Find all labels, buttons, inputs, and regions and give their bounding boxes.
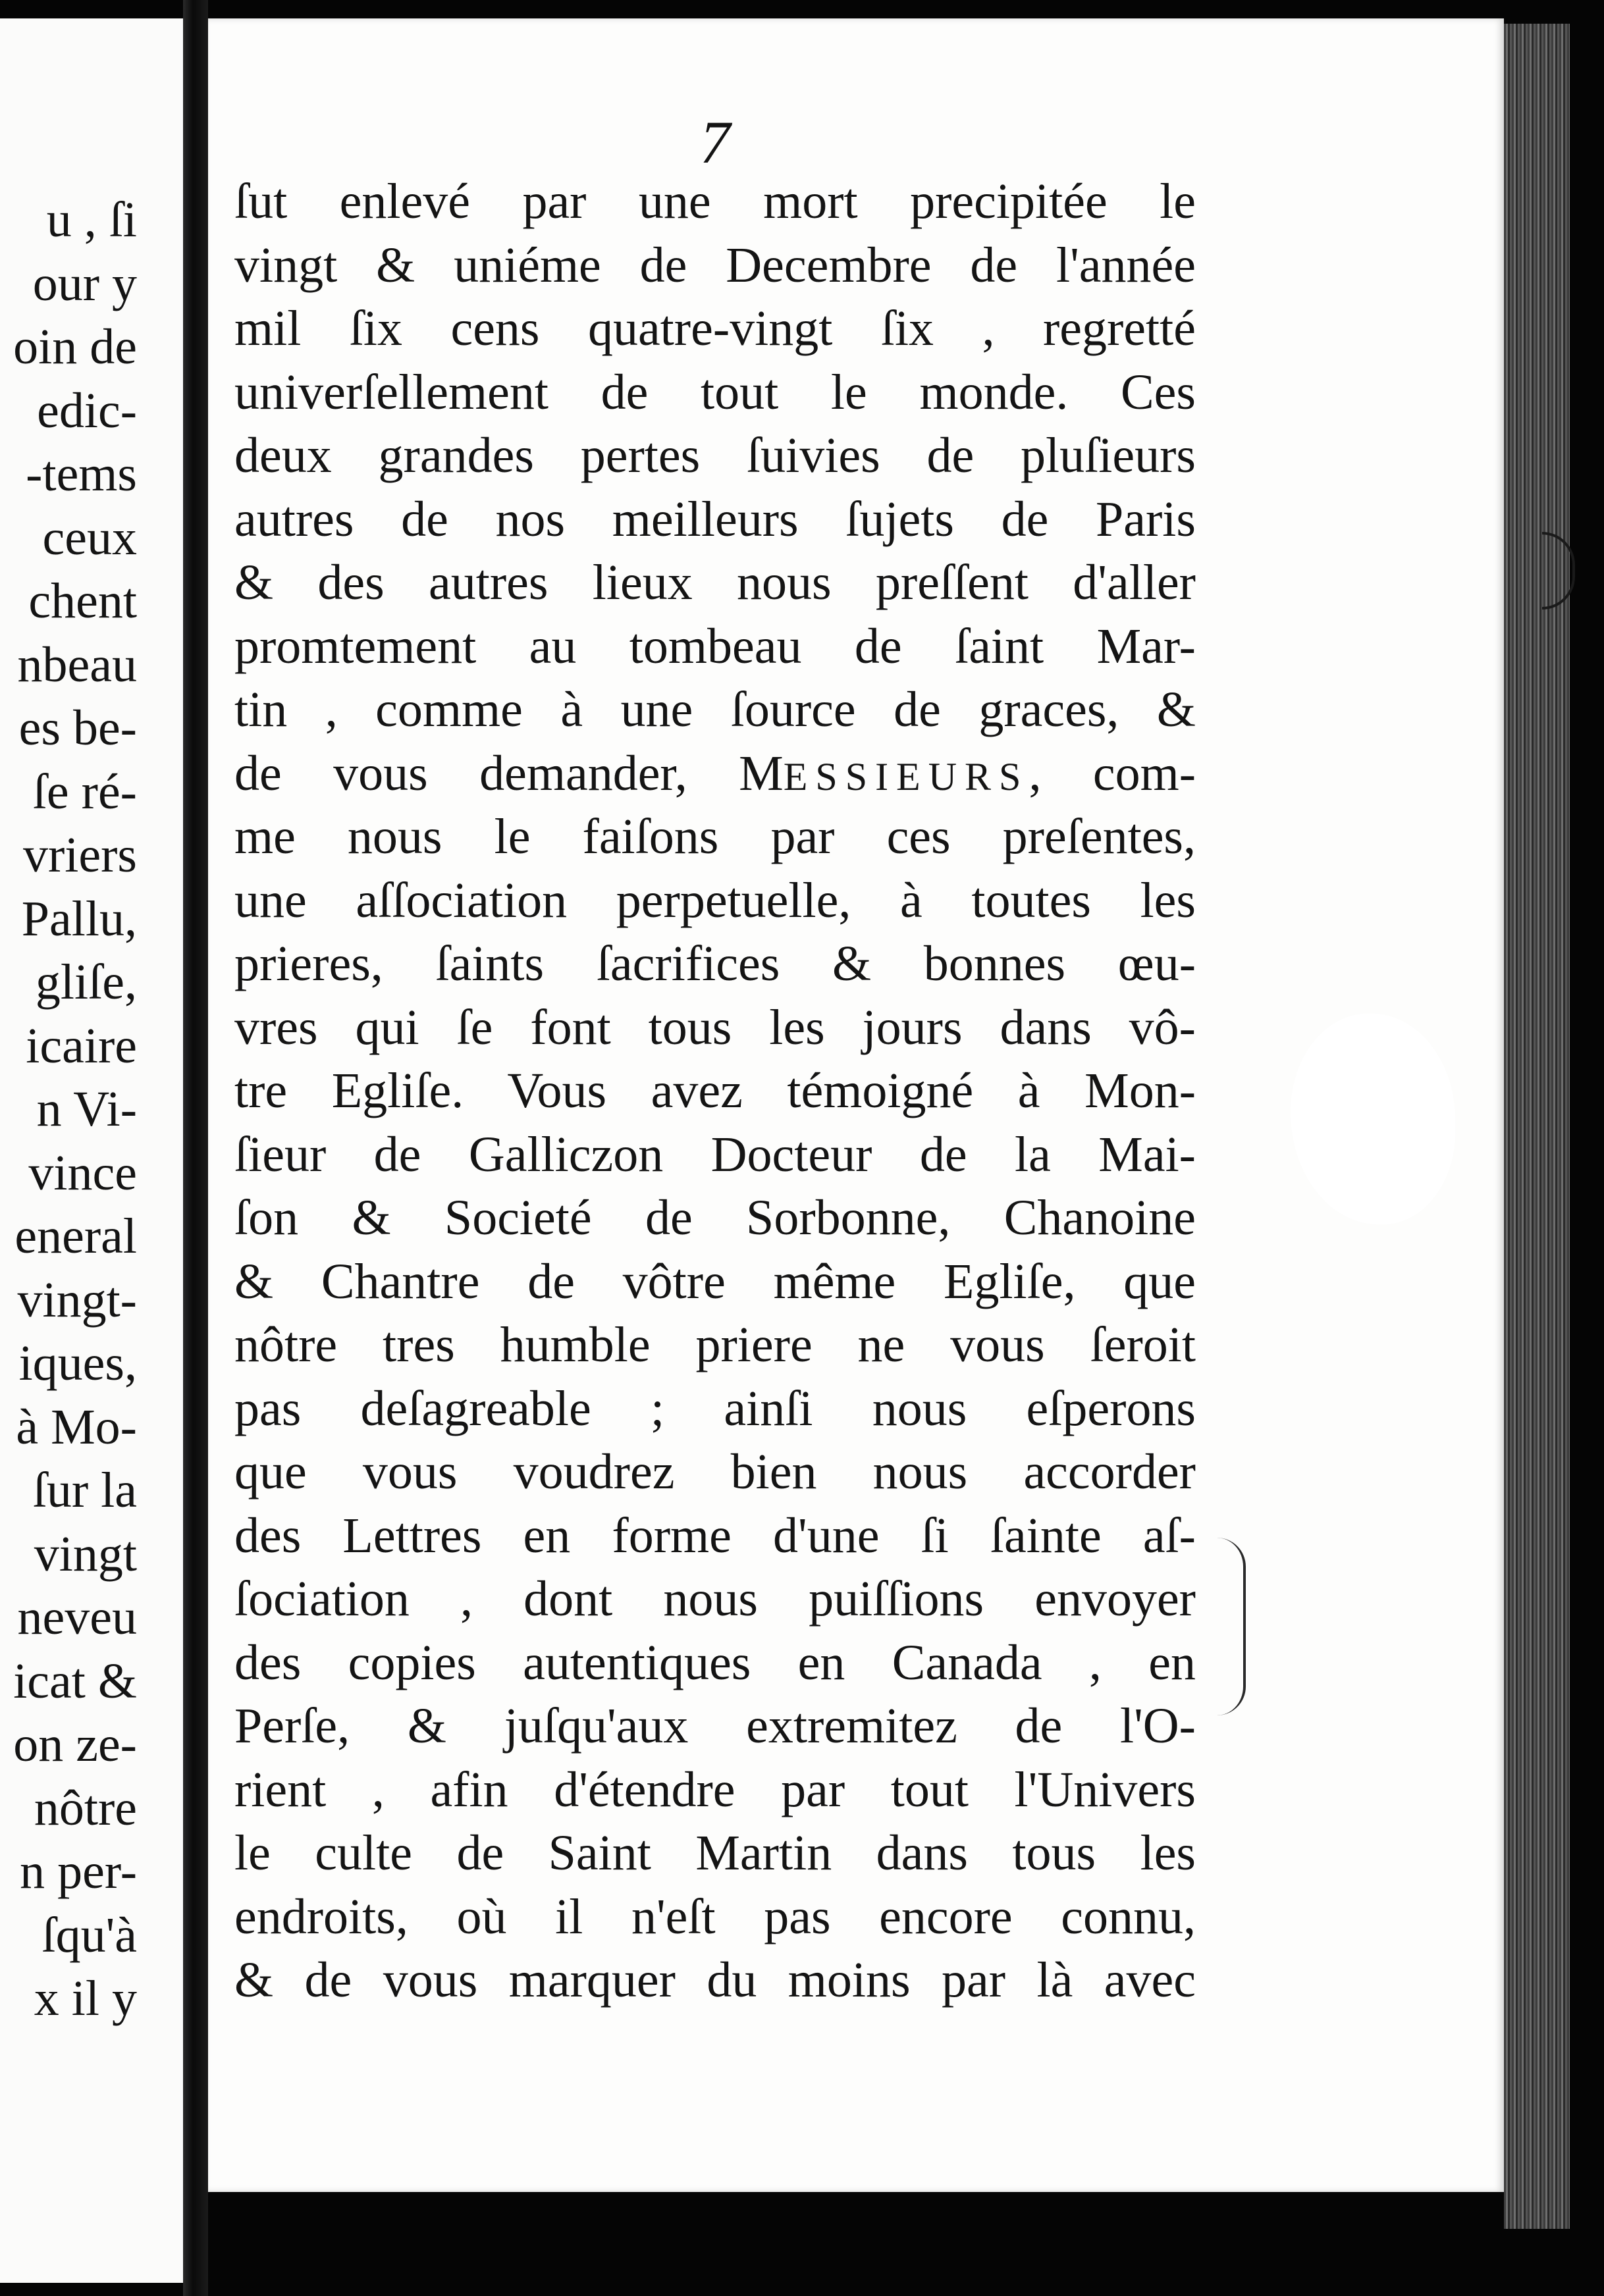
text-line: vres qui ſe font tous les jours dans vô- — [234, 999, 1196, 1055]
text-line: & Chantre de vôtre même Egliſe, que — [234, 1253, 1196, 1309]
left-line: icat & — [13, 1653, 137, 1709]
left-line: ſur la — [32, 1463, 137, 1518]
text-line: tre Egliſe. Vous avez témoigné à Mon- — [234, 1063, 1196, 1118]
left-line: oin de — [13, 319, 137, 375]
text-line-start: de vous demander, M — [234, 745, 784, 801]
left-line: es be- — [18, 700, 137, 756]
text-line: mil ſix cens quatre-vingt ſix , regretté — [234, 301, 1196, 356]
left-line: -tems — [26, 446, 137, 502]
left-line: our y — [32, 255, 137, 311]
left-line: vince — [28, 1145, 137, 1201]
left-page-text — [0, 188, 137, 2031]
text-line: autres de nos meilleurs ſujets de Paris — [234, 491, 1196, 547]
scan-border — [1570, 0, 1604, 2296]
left-line: n Vi- — [36, 1082, 137, 1137]
left-line: vingt- — [17, 1272, 137, 1328]
text-line: une aſſociation perpetuelle, à toutes les — [234, 872, 1196, 928]
text-line: rient , afin d'étendre par tout l'Univers — [234, 1761, 1196, 1817]
book-gutter — [183, 0, 208, 2296]
left-line: ſqu'à — [41, 1907, 137, 1963]
text-line: ſut enlevé par une mort precipitée le — [234, 174, 1196, 229]
left-line: neveu — [17, 1590, 137, 1645]
text-line: tin , comme à une ſource de graces, & — [234, 682, 1196, 737]
left-line: ceux — [42, 509, 137, 565]
text-line: nôtre tres humble priere ne vous ſeroit — [234, 1317, 1196, 1372]
text-line: me nous le faiſons par ces preſentes, — [234, 809, 1196, 864]
text-line: promtement au tombeau de ſaint Mar- — [234, 618, 1196, 674]
left-line: nôtre — [34, 1780, 137, 1836]
left-line: Pallu, — [21, 891, 137, 947]
left-line: iques, — [18, 1336, 137, 1391]
small-caps-word: ESSIEURS — [783, 754, 1029, 798]
left-line: eneral — [14, 1209, 137, 1264]
text-line: que vous voudrez bien nous accorder — [234, 1444, 1196, 1500]
text-line: prieres, ſaints ſacrifices & bonnes œu- — [234, 936, 1196, 991]
text-line: des copies autentiques en Canada , en — [234, 1634, 1196, 1690]
left-line: icaire — [26, 1018, 137, 1074]
left-line: n per- — [20, 1844, 137, 1899]
body-text — [234, 170, 1196, 2012]
text-line: & de vous marquer du moins par là avec — [234, 1952, 1196, 2008]
text-line: ſieur de Galliczon Docteur de la Mai- — [234, 1126, 1196, 1182]
text-line: des Lettres en forme d'une ſi ſainte aſ- — [234, 1507, 1196, 1563]
margin-mark — [1217, 1538, 1246, 1715]
left-line: edic- — [37, 382, 137, 438]
text-line: Perſe, & juſqu'aux extremitez de l'O- — [234, 1698, 1196, 1754]
text-line — [234, 742, 1196, 806]
text-line: & des autres lieux nous preſſent d'aller — [234, 555, 1196, 610]
left-line: on ze- — [13, 1717, 137, 1772]
text-line: le culte de Saint Martin dans tous les — [234, 1825, 1196, 1881]
left-line: à Mo- — [16, 1399, 137, 1455]
text-line-end: , com- — [1029, 745, 1196, 801]
left-line: nbeau — [17, 637, 137, 692]
left-line: gliſe, — [35, 954, 137, 1010]
left-line: ſe ré- — [32, 764, 137, 820]
text-line: ſon & Societé de Sorbonne, Chanoine — [234, 1190, 1196, 1245]
left-line: vingt — [34, 1526, 137, 1582]
text-line: deux grandes pertes ſuivies de pluſieurs — [234, 428, 1196, 483]
text-line: vingt & uniéme de Decembre de l'année — [234, 237, 1196, 293]
text-line: endroits, où il n'eſt pas encore connu, — [234, 1889, 1196, 1944]
page-edges — [1504, 24, 1570, 2229]
left-line: x il y — [34, 1971, 137, 2026]
left-line: vriers — [22, 827, 137, 883]
left-line: chent — [28, 573, 137, 629]
page-number: 7 — [700, 109, 730, 176]
left-line: u , ſi — [46, 192, 137, 248]
text-line: univerſellement de tout le monde. Ces — [234, 364, 1196, 420]
left-page-fragment — [0, 18, 183, 2283]
text-line: ſociation , dont nous puiſſions envoyer — [234, 1571, 1196, 1627]
text-line: pas deſagreable ; ainſi nous eſperons — [234, 1380, 1196, 1436]
